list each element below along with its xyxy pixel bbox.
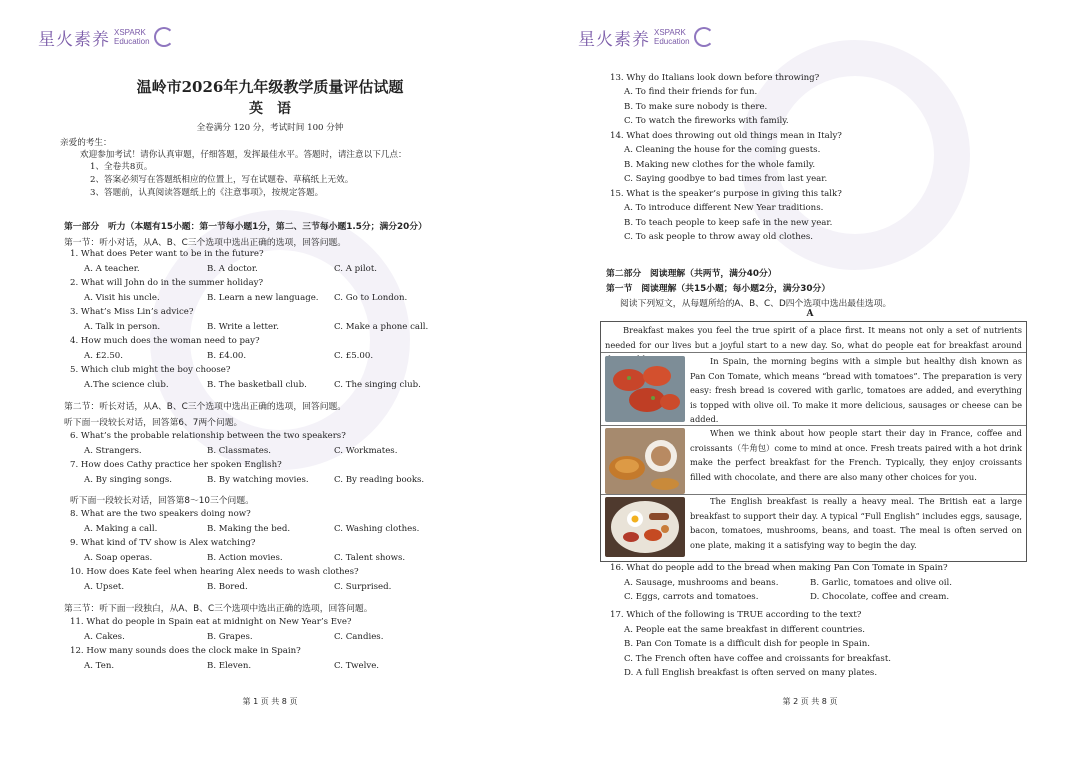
question-1: 1. What does Peter want to be in the future? — [70, 249, 264, 259]
option-a: A. Cleaning the house for the coming guests. — [624, 145, 821, 155]
divider — [601, 352, 1026, 353]
passage-france: When we think about how people start their day in France, coffee and croissants（牛角包）come to mind at once. Fresh treats paired with a hot drink make the perfect breakfast for the French. Typically, they enjoy croissants filled with chocolate, and there are also many other choices for you. — [690, 428, 1022, 482]
option-c: C. To ask people to throw away old clothes. — [624, 232, 814, 242]
question-10: 10. How does Kate feel when hearing Alex needs to wash clothes? — [70, 567, 359, 577]
option-c: C. By reading books. — [334, 475, 425, 485]
question-6: 6. What’s the probable relationship between the two speakers? — [70, 431, 346, 441]
option-b: B. Action movies. — [207, 553, 283, 563]
croissant-coffee-image — [605, 428, 685, 494]
brand-swirl-icon — [694, 27, 714, 47]
option-c: C. The French often have coffee and croissants for breakfast. — [624, 654, 892, 664]
brand-swirl-icon — [154, 27, 174, 47]
section2-instruction: 第二节：听长对话，从A、B、C三个选项中选出正确的选项，回答问题。 — [64, 402, 347, 412]
part2-heading: 第二部分 阅读理解（共两节，满分40分） — [606, 269, 777, 279]
option-a: A. People eat the same breakfast in different countries. — [624, 625, 865, 635]
reading-instruction: 阅读下列短文，从每题所给的A、B、C、D四个选项中选出最佳选项。 — [620, 299, 892, 309]
brand-logo — [38, 24, 174, 50]
option-b: B. To teach people to keep safe in the new year. — [624, 218, 833, 228]
option-b: B. Making new clothes for the whole family. — [624, 160, 816, 170]
option-c: C. Make a phone call. — [334, 322, 429, 332]
option-c: C. £5.00. — [334, 351, 374, 361]
option-c: C. The singing club. — [334, 380, 421, 390]
option-d: D. Chocolate, coffee and cream. — [810, 592, 950, 602]
option-a: A. To find their friends for fun. — [624, 87, 758, 97]
option-c: C. Washing clothes. — [334, 524, 420, 534]
option-c: C. Candies. — [334, 632, 384, 642]
question-3: 3. What’s Miss Lin’s advice? — [70, 307, 194, 317]
option-a: A. Ten. — [84, 661, 115, 671]
part1-heading: 第一部分 听力（本题有15小题：第一节每小题1分，第二、三节每小题1.5分；满分20分） — [64, 222, 427, 232]
reading-section1-heading: 第一节 阅读理解（共15小题；每小题2分，满分30分） — [606, 284, 831, 294]
option-a: A. Talk in person. — [84, 322, 161, 332]
section1-instruction: 第一节：听小对话，从A、B、C三个选项中选出正确的选项，回答问题。 — [64, 238, 347, 248]
brand-name-cn: 星火素养 — [578, 29, 650, 50]
passage-spain: In Spain, the morning begins with a simple but healthy dish known as Pan Con Tomate, which means “bread with tomatoes”. The preparation is very easy: fresh bread is covered with garlic, tomatoes are added, and everything is topped with olive oil. To make it more delicious, sausages or cheese can be added. — [690, 356, 1022, 424]
option-a: A. Making a call. — [84, 524, 158, 534]
option-a: A. Cakes. — [84, 632, 125, 642]
option-c: C. A pilot. — [334, 264, 378, 274]
option-b: B. £4.00. — [207, 351, 247, 361]
exam-page-2 — [540, 0, 1080, 764]
page-footer: 第 2 页 共 8 页 — [782, 697, 838, 706]
option-b: B. Grapes. — [207, 632, 253, 642]
question-7: 7. How does Cathy practice her spoken English? — [70, 460, 282, 470]
option-a: A. Strangers. — [84, 446, 142, 456]
option-c: C. Saying goodbye to bad times from last year. — [624, 174, 828, 184]
question-12: 12. How many sounds does the clock make in Spain? — [70, 646, 301, 656]
note-item: 2、答案必须写在答题纸相应的位置上，写在试题卷、草稿纸上无效。 — [90, 175, 354, 185]
option-c: C. Go to London. — [334, 293, 408, 303]
question-13: 13. Why do Italians look down before throwing? — [610, 73, 820, 83]
option-c: C. Workmates. — [334, 446, 398, 456]
option-a: A. £2.50. — [84, 351, 124, 361]
note-item: 3、答题前，认真阅读答题纸上的《注意事项》，按规定答题。 — [90, 188, 324, 198]
brand-logo — [578, 24, 714, 50]
option-b: B. Classmates. — [207, 446, 271, 456]
option-a: A. Visit his uncle. — [84, 293, 160, 303]
option-b: B. To make sure nobody is there. — [624, 102, 768, 112]
option-a: A.The science club. — [84, 380, 169, 390]
note-item: 1、全卷共8页。 — [90, 162, 153, 172]
intro-text: 欢迎参加考试！请你认真审题，仔细答题，发挥最佳水平。答题时，请注意以下几点： — [80, 150, 407, 160]
page-footer: 第 1 页 共 8 页 — [242, 697, 298, 706]
option-c: C. Surprised. — [334, 582, 392, 592]
question-5: 5. Which club might the boy choose? — [70, 365, 231, 375]
exam-title: 温岭市2026年九年级教学质量评估试题 — [136, 78, 404, 96]
option-b: B. Making the bed. — [207, 524, 291, 534]
question-2: 2. What will John do in the summer holiday? — [70, 278, 264, 288]
option-b: B. A doctor. — [207, 264, 258, 274]
question-17: 17. Which of the following is TRUE according to the text? — [610, 610, 862, 620]
score-info: 全卷满分 120 分，考试时间 100 分钟 — [196, 123, 344, 133]
option-c: C. Twelve. — [334, 661, 380, 671]
option-b: B. The basketball club. — [207, 380, 307, 390]
long-dialogue-1-instruction: 听下面一段较长对话，回答第6、7两个问题。 — [64, 418, 243, 428]
option-a: A. Sausage, mushrooms and beans. — [624, 578, 779, 588]
option-b: B. Garlic, tomatoes and olive oil. — [810, 578, 953, 588]
question-15: 15. What is the speaker’s purpose in giving this talk? — [610, 189, 842, 199]
option-d: D. A full English breakfast is often served on many plates. — [624, 668, 878, 678]
passage-label: A — [806, 309, 814, 319]
question-16: 16. What do people add to the bread when making Pan Con Tomate in Spain? — [610, 563, 948, 573]
brand-name-cn: 星火素养 — [38, 29, 110, 50]
option-a: A. Soap operas. — [84, 553, 153, 563]
tomato-bread-image — [605, 356, 685, 422]
option-b: B. Bored. — [207, 582, 248, 592]
long-dialogue-2-instruction: 听下面一段较长对话，回答第8～10三个问题。 — [70, 496, 254, 506]
option-c: C. To watch the fireworks with family. — [624, 116, 789, 126]
option-b: B. By watching movies. — [207, 475, 309, 485]
greeting: 亲爱的考生： — [60, 138, 112, 148]
question-8: 8. What are the two speakers doing now? — [70, 509, 251, 519]
option-c: C. Talent shows. — [334, 553, 406, 563]
passage-england: The English breakfast is really a heavy meal. The British eat a large breakfast to support their day. A typical “Full English” includes eggs, sausage, bacon, tomatoes, mushrooms, beans, and toast. The meal is often served on one plate, making it a satisfying way to begin the day. — [690, 496, 1022, 550]
section3-instruction: 第三节：听下面一段独白，从A、B、C三个选项中选出正确的选项，回答问题。 — [64, 604, 373, 614]
option-c: C. Eggs, carrots and tomatoes. — [624, 592, 759, 602]
option-b: B. Pan Con Tomate is a difficult dish for people in Spain. — [624, 639, 870, 649]
option-a: A. To introduce different New Year traditions. — [624, 203, 824, 213]
question-11: 11. What do people in Spain eat at midnight on New Year’s Eve? — [70, 617, 352, 627]
question-14: 14. What does throwing out old things mean in Italy? — [610, 131, 842, 141]
option-b: B. Write a letter. — [207, 322, 279, 332]
passage-box — [600, 321, 1027, 562]
question-9: 9. What kind of TV show is Alex watching? — [70, 538, 256, 548]
exam-subject: 英 语 — [249, 101, 291, 117]
option-b: B. Learn a new language. — [207, 293, 319, 303]
english-breakfast-image — [605, 497, 685, 557]
option-a: A. Upset. — [84, 582, 125, 592]
brand-name-en: XSPARK Education — [654, 28, 690, 46]
brand-name-en: XSPARK Education — [114, 28, 150, 46]
option-a: A. A teacher. — [84, 264, 140, 274]
passage-intro: Breakfast makes you feel the true spirit of a place first. It means not only a set of nutrients needed for our lives but a joyful start to a new day. So, what do people eat for breakfast around — [605, 325, 1022, 350]
option-a: A. By singing songs. — [84, 475, 173, 485]
question-4: 4. How much does the woman need to pay? — [70, 336, 260, 346]
option-b: B. Eleven. — [207, 661, 252, 671]
